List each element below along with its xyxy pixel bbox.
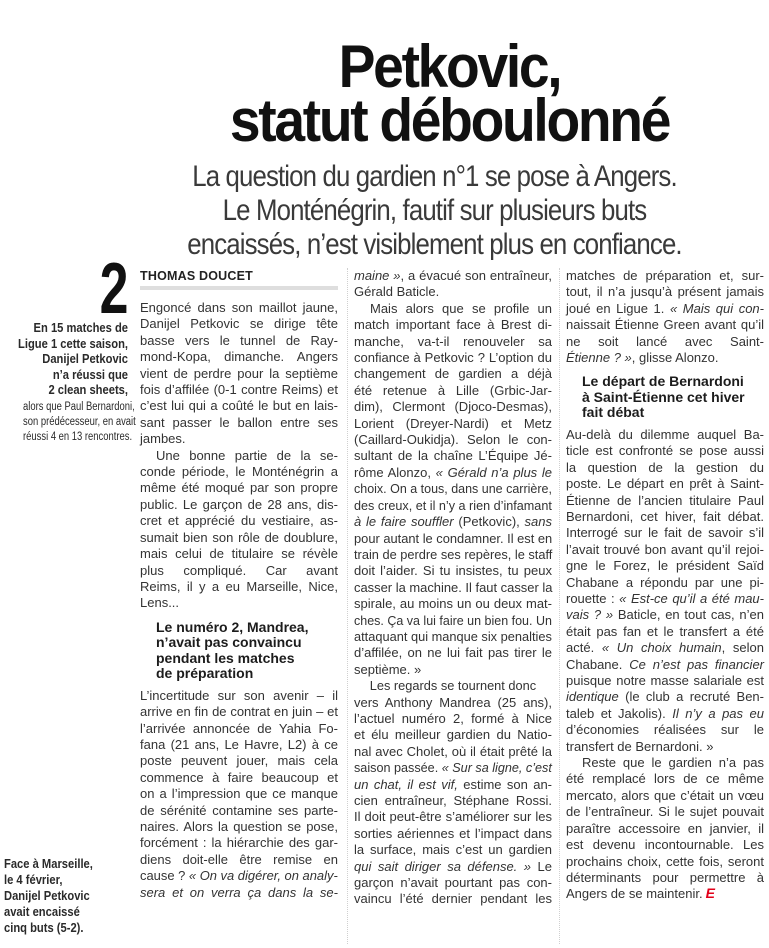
standfirst-line: Le Monténégrin, fautif sur plusieurs buts: [222, 194, 647, 227]
text-run: taleb et Jakolis).: [566, 705, 673, 721]
text-line: mond-Kopa, dimanche. Angers: [140, 349, 338, 365]
text-line: [354, 859, 552, 875]
quote-run: « Est-ce qu’il a été mau-: [619, 591, 764, 606]
text-line: [566, 706, 764, 722]
quote-run: « Mais qui con-: [669, 300, 764, 316]
headline: [156, 33, 744, 154]
text-run: joué en Ligue 1.: [566, 300, 670, 316]
text-line: la question de la gestion du: [566, 459, 764, 475]
text-line: Mais alors que se profile un: [370, 300, 552, 316]
text-line: ne soit lancé avec Saint-: [566, 333, 764, 349]
quote-run: « Un choix humain: [601, 640, 722, 656]
text-run: Angers de se maintenir.: [566, 886, 703, 902]
text-line: et élu meilleur gardien du Natio-: [354, 727, 552, 743]
text-line: [566, 657, 764, 673]
text-run: , a évacué son entraîneur,: [400, 268, 553, 283]
text-line: L’incertitude sur son avenir – il: [140, 687, 338, 703]
text-line: [354, 760, 552, 776]
article-column-2: [354, 268, 552, 908]
stat-subtext: [0, 400, 136, 445]
text-run: , glisse Alonzo.: [631, 350, 719, 366]
text-run: Baticle, en tout cas, n’en: [613, 607, 764, 623]
paragraph: [354, 301, 552, 678]
text-line: Une bonne partie de la se-: [156, 447, 338, 463]
paragraph: [140, 300, 338, 448]
quote-run: Étienne ? »: [566, 350, 632, 366]
text-line: manche, va-t-il renouveler sa: [354, 333, 552, 349]
subheading-line: de préparation: [156, 665, 254, 682]
paragraph: [566, 427, 764, 755]
text-line: Lens...: [140, 595, 180, 611]
text-line: naissait Étienne Green avant qu’il: [566, 317, 764, 333]
subheading: [140, 620, 338, 682]
text-line: transfert de Bernardoni. »: [566, 738, 714, 754]
text-line: Bernardoni, cet hiver, fait débat.: [566, 508, 764, 524]
text-line: Étienne de l’ancien titulaire Paul: [566, 492, 764, 508]
photo-caption-line: Danijel Petkovic: [4, 888, 90, 903]
stat-subtext-line: son prédécesseur, en avait: [23, 416, 136, 428]
text-line: c’est lui qui a coûté le but en lais-: [140, 398, 338, 414]
text-line: Gérald Baticle.: [354, 284, 440, 300]
text-line: choix. On a tous, dans une carrière,: [354, 481, 552, 497]
text-line: changement de gardien a déjà: [354, 366, 552, 382]
text-run: cause ?: [140, 868, 189, 884]
quote-run: Il n’y a pas eu: [672, 705, 764, 721]
subheading-line: Le départ de Bernardoni: [582, 373, 744, 390]
subheading-line: Le numéro 2, Mandrea,: [156, 618, 309, 635]
standfirst: [147, 160, 722, 262]
column-divider: [559, 268, 560, 944]
stat-text: [0, 320, 128, 398]
subheading: [566, 374, 764, 421]
text-line: déterminants pour permettre à: [566, 869, 764, 885]
text-line: même été moqué par son propre: [140, 480, 338, 496]
stat-text-line: 2 clean sheets,: [48, 382, 128, 397]
photo-caption: [4, 856, 130, 936]
text-line: confiance à Petkovic ? L’option du: [354, 350, 552, 366]
text-line: [140, 885, 338, 901]
quote-run: maine »: [354, 268, 401, 283]
text-line: paraître accessoire en janvier, il: [566, 820, 764, 836]
text-line: fois d’affilée (0-1 contre Reims) et: [140, 382, 338, 398]
text-line: basse vers le tunnel de Ray-: [140, 332, 338, 348]
paragraph: [566, 755, 764, 903]
text-line: attaquant qui manque six penalties: [354, 628, 552, 644]
text-line: [566, 689, 764, 705]
text-line: ches. Ça va lui faire un bien fou. Un: [354, 612, 552, 628]
text-line: l’avait trouvé bon avant qu’il rejoi-: [566, 541, 764, 557]
quote-run: qui sait diriger sa défense. »: [354, 858, 532, 874]
photo-caption-line: avait encaissé: [4, 904, 80, 919]
column-divider: [347, 268, 348, 944]
text-line: été remplacé lors de ce même: [566, 771, 764, 787]
quote-run: « Gérald n’a plus le: [435, 464, 552, 480]
text-run: acté.: [566, 640, 602, 656]
text-line: Chabane a répondu par une pi-: [566, 574, 764, 590]
text-line: train de perdre ses repères, le staff: [354, 546, 553, 562]
stat-text-line: Danijel Petkovic: [42, 351, 128, 366]
text-line: vers Anthony Mandrea (25 ans),: [354, 694, 552, 710]
text-line: d’affilée, on ne lui fait pas tirer le: [354, 645, 552, 661]
text-line: fana (21 ans, Le Havre, L2) à ce: [140, 736, 338, 752]
text-run: rôme Alonzo,: [354, 464, 436, 480]
text-line: mercato, alors que c’était un vœu: [566, 787, 764, 803]
text-line: sumait bien son rôle de doublure,: [140, 529, 338, 545]
text-line: Au-delà du dilemme auquel Ba-: [566, 426, 764, 442]
text-line: match important face à Brest di-: [354, 317, 552, 333]
text-line: Il doit peut-être s’améliorer sur les: [354, 809, 552, 825]
quote-run: « On va digérer, on analy-: [188, 868, 338, 884]
text-line: la surface, mais c’est un gardien: [354, 842, 552, 858]
article-column-3: [566, 268, 764, 903]
text-line: [354, 268, 552, 284]
text-line: (Caillard-Oukidja). Selon le con-: [354, 432, 552, 448]
text-line: l’arrivée annoncée de Yahia Fo-: [140, 720, 338, 736]
text-run: Le: [531, 858, 552, 874]
text-line: Lorient (Dreyer-Nardi) et Metz: [354, 415, 552, 431]
text-line: conde période, le Monténégrin a: [140, 464, 338, 480]
quote-run: sans: [524, 514, 553, 530]
text-line: [140, 868, 338, 884]
stat-text-line: En 15 matches de: [33, 320, 129, 335]
stat-text-line: n’a réussi que: [52, 366, 128, 382]
text-run: saison passée.: [354, 760, 442, 776]
paragraph: [354, 268, 552, 301]
quote-run: identique: [566, 689, 619, 705]
text-line: prochains choix, cette fois, seront: [566, 853, 764, 869]
text-run: (Petkovic),: [453, 514, 525, 530]
text-line: [354, 465, 552, 481]
text-line: nal avec Cholet, où il était prêté la: [354, 743, 552, 759]
text-line: de l’entraîneur. Si le sujet pouvait: [566, 804, 764, 820]
text-line: matches de préparation et, sur-: [566, 268, 764, 283]
text-line: Reims, il y a eu Marseille, Nice,: [140, 578, 338, 594]
text-line: vient de perdre pour la septième: [140, 365, 338, 381]
text-line: de sérénité contamine ses parte-: [140, 802, 338, 818]
text-line: poste peuvent jouer, mais cela: [140, 753, 338, 769]
text-line: casser la machine. Il faut casser la: [354, 579, 553, 595]
quote-run: sera et on verra ça dans la se-: [140, 884, 338, 900]
text-line: naires. Alors la question se pose,: [140, 818, 338, 834]
text-line: [566, 301, 764, 317]
text-line: forcément : la hiérarchie des gar-: [140, 835, 338, 851]
text-line: [566, 350, 764, 366]
text-line: pour autant le condamner. Il est en: [354, 530, 553, 546]
stat-number: 2: [99, 249, 127, 329]
headline-line: Petkovic,: [338, 33, 561, 100]
subheading-line: pendant les matches: [156, 649, 295, 666]
headline-line: statut déboulonné: [229, 87, 670, 154]
text-line: Reste que le gardien n’a pas: [582, 755, 764, 771]
text-line: ticle est confronté se pose aussi: [566, 443, 764, 459]
quote-run: vais ? »: [566, 607, 614, 623]
text-line: cien entraîneur, Stéphane Rossi.: [354, 793, 552, 808]
text-run: rouette :: [566, 591, 620, 606]
text-line: Danijel Petkovic se dirige tête: [140, 316, 338, 332]
text-line: commence à faire beaucoup et: [140, 769, 338, 785]
text-line: puisque notre masse salariale est: [566, 673, 764, 689]
text-line: jambes.: [140, 431, 186, 447]
text-line: Interrogé sur le fait de savoir s’il: [566, 525, 764, 541]
text-line: Les regards se tournent donc: [369, 678, 537, 694]
text-line: [566, 640, 764, 656]
text-line: [566, 591, 764, 607]
text-line: vaincu l’été dernier pendant les: [354, 891, 552, 907]
paragraph: [140, 688, 338, 901]
paragraph: [354, 678, 552, 908]
text-line: [354, 514, 552, 530]
text-line: on a l’impression que ce manque: [140, 786, 338, 802]
standfirst-line: La question du gardien n°1 se pose à Angers.: [192, 160, 677, 193]
text-line: Engoncé dans son maillot jaune,: [140, 300, 338, 315]
text-line: sultant de la chaîne L’Équipe Jé-: [354, 448, 552, 464]
text-line: septième. »: [354, 661, 422, 677]
text-line: cret et apprécié du vestiaire, as-: [140, 513, 338, 529]
text-line: était pas fan et le transfert a été: [566, 623, 764, 639]
text-line: [566, 886, 764, 902]
text-run: estime son an-: [457, 776, 553, 792]
paragraph: [566, 268, 764, 366]
subheading-line: n’avait pas convaincu: [156, 634, 302, 651]
photo-caption-line: cinq buts (5-2).: [4, 920, 84, 935]
text-line: mais celui de titulaire se révèle: [140, 546, 338, 562]
text-line: garçon n’avait pourtant pas con-: [354, 875, 552, 891]
text-line: plus compliqué. Car avant: [140, 562, 338, 578]
photo-caption-line: Face à Marseille,: [4, 856, 93, 871]
quote-run: « Sur sa ligne, c’est: [441, 760, 552, 776]
text-line: [354, 777, 552, 793]
text-line: tout, il n’a jusqu’à présent jamais: [566, 284, 764, 300]
text-line: des creux, et il n’y a rien d’infamant: [354, 497, 552, 513]
subheading-line: à Saint-Étienne cet hiver: [582, 388, 745, 405]
text-line: arrive en fin de contrat en juin – et: [140, 704, 338, 720]
quote-run: Ce n’est pas financier: [629, 656, 764, 672]
text-run: (le club a recruté Ben-: [618, 689, 764, 705]
text-line: doit l’aider. Si tu insistes, tu peux: [354, 563, 552, 579]
text-line: sant passer le ballon entre ses: [140, 414, 338, 430]
text-line: poste. Le départ en prêt à Saint-: [566, 476, 764, 492]
subheading-line: fait débat: [582, 404, 645, 421]
stat-subtext-line: alors que Paul Bernardoni,: [23, 401, 135, 413]
text-line: l’actuel numéro 2, formé à Nice: [354, 710, 552, 726]
end-logo-icon: E: [705, 885, 715, 902]
text-line: dim), Clermont (Djoco-Desmas),: [354, 399, 552, 415]
article-column-1: [140, 268, 338, 901]
byline: THOMAS DOUCET: [140, 268, 338, 290]
text-line: diens doit-elle être remise en: [140, 851, 338, 867]
text-line: est devenu incontournable. Les: [566, 837, 764, 853]
quote-run: un chat, il est vif,: [354, 776, 458, 792]
text-line: été retenue à Lille (Grbic-Jar-: [354, 382, 552, 398]
text-line: spirale, au moins un ou deux mat-: [354, 596, 552, 612]
stat-subtext-line: réussi 4 en 13 rencontres.: [23, 431, 133, 443]
text-line: [566, 607, 764, 623]
quote-run: à le faire souffler: [354, 514, 454, 530]
text-line: gne le Forez, le président Saïd: [566, 558, 764, 574]
text-run: , selon: [721, 640, 765, 656]
standfirst-line: encaissés, n’est visiblement plus en confiance.: [187, 228, 682, 261]
paragraph: [140, 448, 338, 612]
photo-caption-line: le 4 février,: [4, 872, 63, 887]
text-line: d’économies réalisées sur le: [566, 722, 764, 738]
stat-text-line: Ligue 1 cette saison,: [18, 335, 129, 351]
text-run: Chabane.: [566, 656, 630, 672]
text-line: sorties aériennes et l’impact dans: [354, 825, 552, 841]
text-line: public. Le garçon de 28 ans, dis-: [140, 496, 338, 512]
